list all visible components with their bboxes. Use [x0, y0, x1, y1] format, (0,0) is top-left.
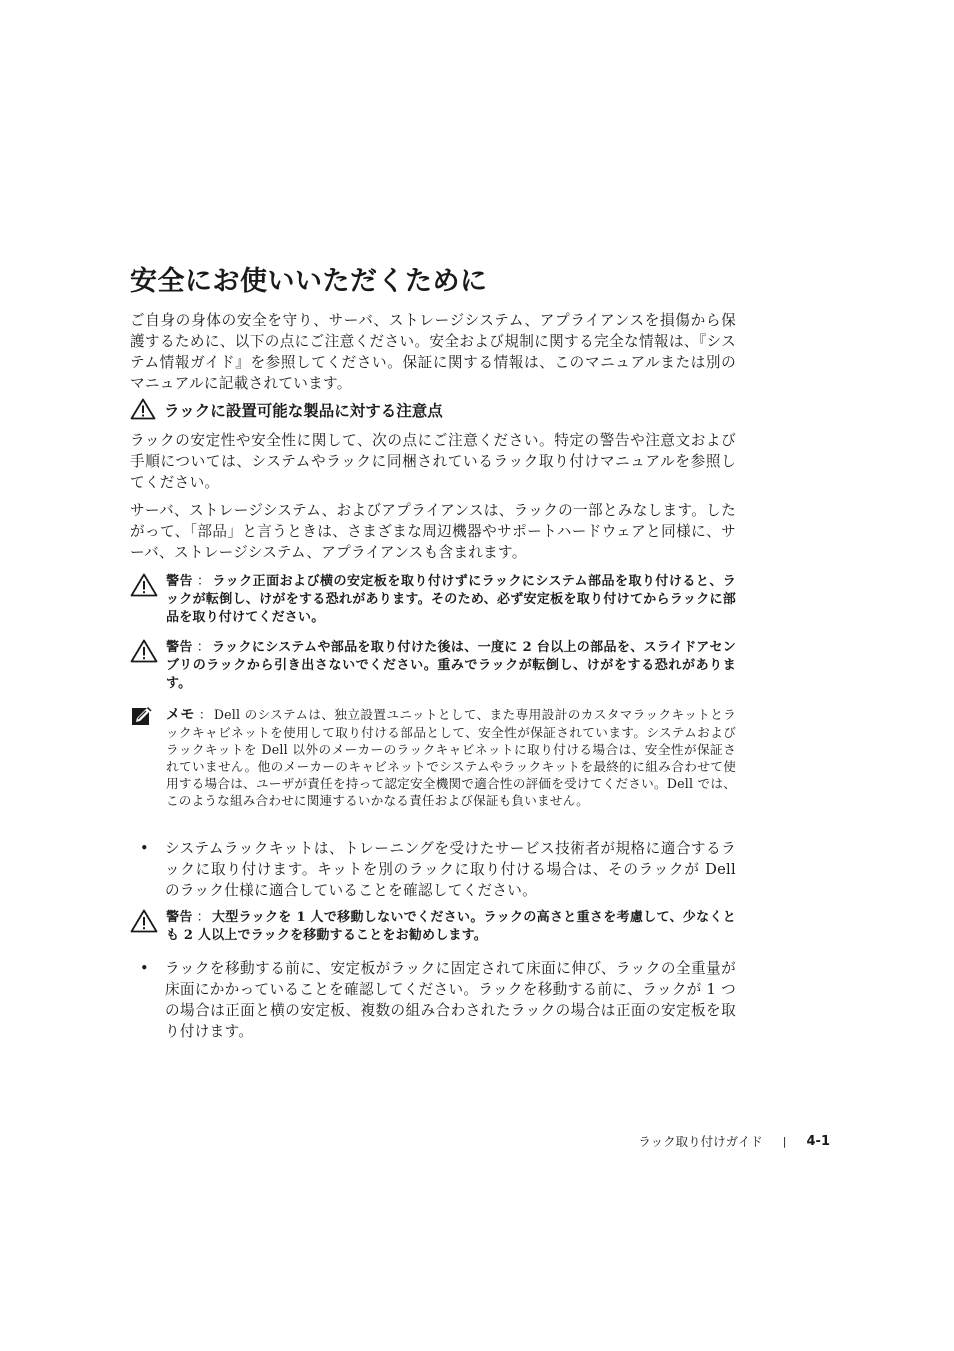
paragraph-2-block — [130, 500, 736, 563]
bullet-2-text: ラックを移動する前に、安定板がラックに固定されて床面に伸び、ラックの全重量が床面にかかっていることを確認してください。ラックを移動する前に、ラックが 1 つの場合は正面と横の安定板、複数の組み合わされたラックの場合は正面の安定板を取り付けます。 — [165, 960, 736, 1040]
bullet-marker: • — [140, 840, 149, 857]
page-title: 安全にお使いいただくために — [130, 266, 488, 297]
label-separator: ： — [198, 707, 212, 722]
paragraph-1-block — [130, 430, 736, 493]
bullet-marker: • — [140, 960, 149, 977]
bullet-1-text: システムラックキットは、トレーニングを受けたサービス技術者が規格に適合するラックに取り付けます。キットを別のラックに取り付ける場合は、そのラックが Dell のラック仕様に適合していることを確認してください。 — [165, 840, 736, 899]
warning-notice-1 — [130, 573, 736, 627]
warning-triangle-icon — [130, 398, 156, 424]
section-heading-text: ラックに設置可能な製品に対する注意点 — [164, 402, 443, 420]
memo-text — [166, 706, 736, 809]
warning-triangle-icon — [130, 573, 160, 597]
warning-notice-3 — [130, 909, 736, 945]
warning-3-body: 大型ラックを 1 人で移動しないでください。ラックの高さと重さを考慮して、少なくとも 2 人以上でラックを移動することをお勧めします。 — [166, 910, 736, 943]
warning-3-text — [166, 909, 736, 945]
paragraph-1: ラックの安定性や安全性に関して、次の点にご注意ください。特定の警告や注意文および手順については、システムやラックに同梱されているラック取り付けマニュアルを参照してください。 — [130, 432, 736, 491]
warning-label: 警告 — [166, 574, 193, 589]
label-separator: ： — [196, 574, 211, 589]
warning-label: 警告 — [166, 910, 193, 925]
page-footer — [560, 1132, 830, 1150]
label-separator: ： — [196, 640, 211, 655]
warning-1-body: ラック正面および横の安定板を取り付けずにラックにシステム部品を取り付けると、ラックが転倒し、けがをする恐れがあります。そのため、必ず安定板を取り付けてからラックに部品を取り付けてください。 — [166, 574, 737, 625]
warning-triangle-icon — [130, 909, 160, 933]
warning-1-text — [166, 573, 736, 627]
page-number: 4-1 — [806, 1133, 830, 1149]
warning-2-body: ラックにシステムや部品を取り付けた後は、一度に 2 台以上の部品を、スライドアセンブリのラックから引き出さないでください。重みでラックが転倒し、けがをする恐れがあります。 — [166, 640, 736, 691]
note-pencil-icon — [130, 706, 160, 730]
footer-divider: | — [782, 1134, 787, 1148]
warning-2-text — [166, 639, 736, 693]
paragraph-2: サーバ、ストレージシステム、およびアプライアンスは、ラックの一部とみなします。したがって、「部品」と言うときは、さまざまな周辺機器やサポートハードウェアと同様に、サーバ、ストレージシステム、アプライアンスも含まれます。 — [130, 502, 736, 561]
memo-label: メモ — [166, 707, 195, 723]
memo-body: Dell のシステムは、独立設置ユニットとして、また専用設計のカスタマラックキットとラックキャビネットを使用して取り付ける部品として、安全性が保証されています。システムおよびラックキットを Dell 以外のメーカーのラックキャビネットに取り付ける場合は、安全性が保証されていません。他のメーカーのキャビネットでシステムやラックキットを最終的に組み合わせて使用する場合は、ユーザが責任を持って認定安全機関で適合性の評価を受けてください。Dell では、このような組み合わせに関連するいかなる責任および保証も負いません。 — [166, 707, 737, 808]
memo-notice — [130, 706, 736, 809]
section-heading — [130, 398, 736, 424]
warning-label: 警告 — [166, 640, 193, 655]
list-item — [130, 838, 736, 901]
warning-triangle-icon — [130, 639, 160, 663]
intro-paragraph: ご自身の身体の安全を守り、サーバ、ストレージシステム、アプライアンスを損傷から保護するために、以下の点にご注意ください。安全および規制に関する完全な情報は、『システム情報ガイド』を参照してください。保証に関する情報は、このマニュアルまたは別のマニュアルに記載されています。 — [130, 312, 736, 392]
label-separator: ： — [196, 910, 210, 925]
intro-block — [130, 310, 736, 394]
list-item — [130, 958, 736, 1042]
warning-notice-2 — [130, 639, 736, 693]
footer-title: ラック取り付けガイド — [638, 1134, 763, 1149]
